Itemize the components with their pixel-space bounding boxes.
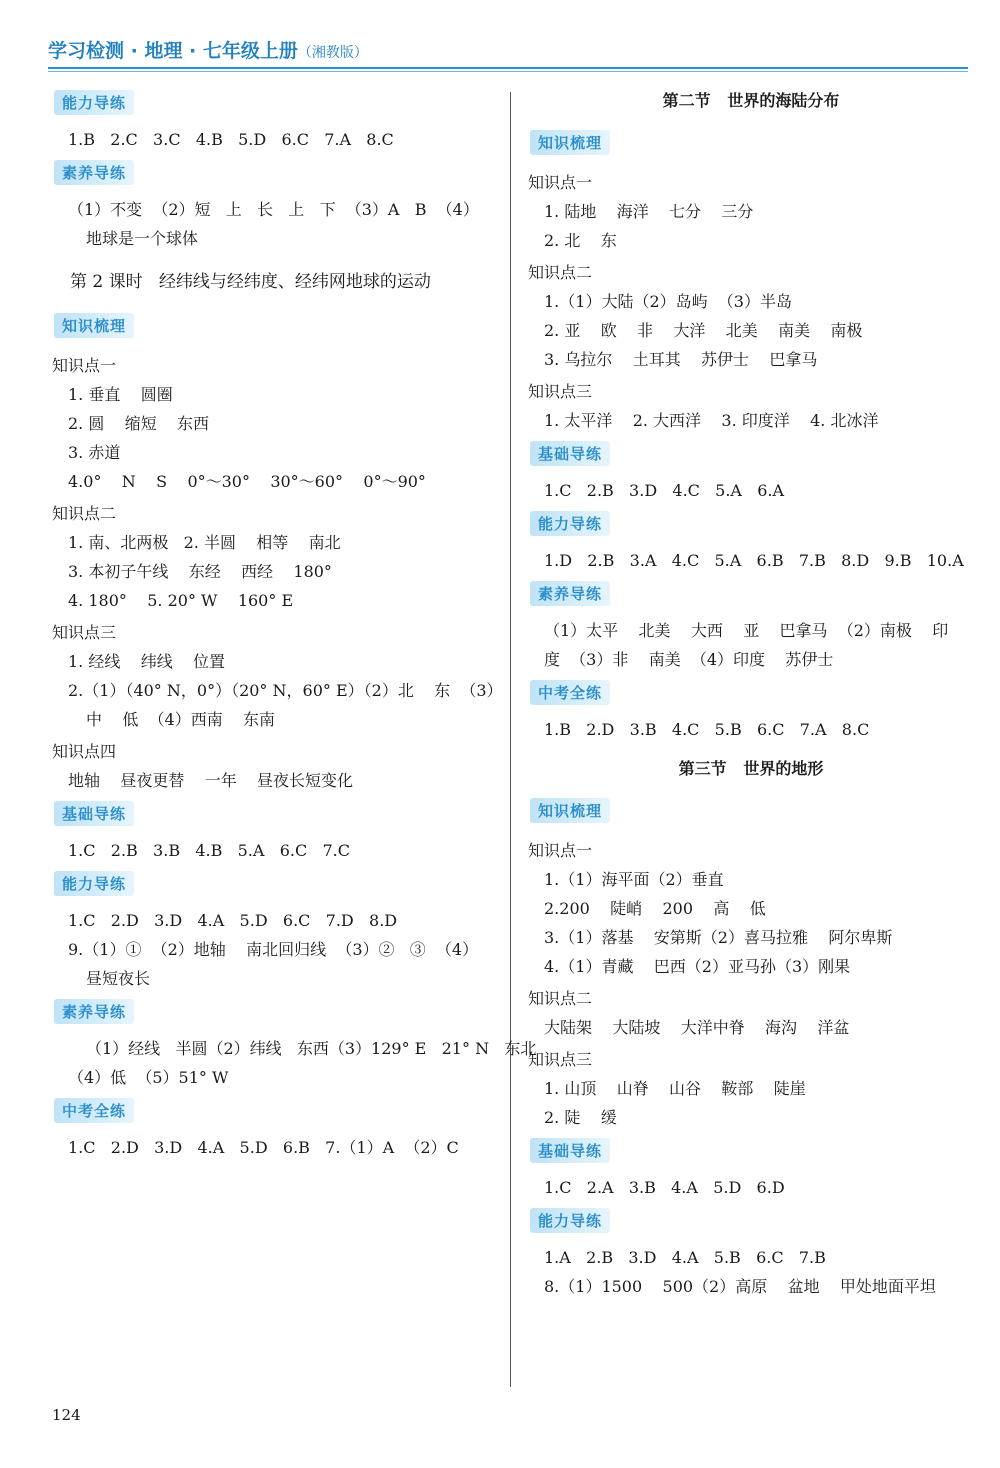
left-column [52,84,537,1162]
answer-line: 1.（1）海平面（2）垂直 [544,870,724,889]
answer-line: 1.A 2.B 3.D 4.A 5.B 6.C 7.B [544,1248,826,1267]
header-rule-thin [48,71,968,72]
answer-line: 2.（1）（40° N，0°）（20° N，60° E）（2）北 东 （3） [68,681,503,700]
section-tag: 素养导练 [54,999,134,1024]
answer-line: （1）不变 （2）短 上 长 上 下 （3）A B （4） [68,200,479,219]
section-tag: 素养导练 [530,581,610,606]
answer-line: 1.B 2.C 3.C 4.B 5.D 6.C 7.A 8.C [68,130,394,149]
section-tag: 知识梳理 [54,313,134,338]
section-tag: 知识梳理 [530,798,610,823]
answer-line: 4. 180° 5. 20° W 160° E [68,591,294,610]
knowledge-point-title: 知识点三 [528,382,593,401]
section-tag: 素养导练 [54,160,134,185]
answer-line: 1. 南、北两极 2. 半圆 相等 南北 [68,533,341,552]
section-tag: 中考全练 [54,1098,134,1123]
section-tag: 能力导练 [530,1208,610,1233]
answer-line: 1.D 2.B 3.A 4.C 5.A 6.B 7.B 8.D 9.B 10.A [544,551,964,570]
answer-line: 1.C 2.D 3.D 4.A 5.D 6.B 7.（1）A （2）C [68,1138,459,1157]
answer-line: 8.（1）1500 500（2）高原 盆地 甲处地面平坦 [544,1277,936,1296]
answer-line: 1.C 2.D 3.D 4.A 5.D 6.C 7.D 8.D [68,911,398,930]
answer-line: 4.（1）青藏 巴西（2）亚马孙（3）刚果 [544,957,851,976]
answer-line: 1.C 2.B 3.D 4.C 5.A 6.A [544,481,785,500]
answer-line: 昼短夜长 [86,969,151,988]
right-column [528,84,974,1301]
answer-line: （1）经线 半圆（2）纬线 东西（3）129° E 21° N 东北 [86,1039,537,1058]
answer-line: 1.C 2.B 3.B 4.B 5.A 6.C 7.C [68,841,350,860]
header-rule [48,67,968,69]
edition-label: （湘教版） [297,45,368,61]
section-tag: 基础导练 [530,1138,610,1163]
knowledge-point-title: 知识点一 [528,841,593,860]
section-tag: 能力导练 [530,511,610,536]
page-number: 124 [52,1406,81,1424]
section-heading: 第三节 世界的地形 [678,759,824,778]
answer-line: 1. 山顶 山脊 山谷 鞍部 陡崖 [544,1079,806,1098]
column-divider [510,92,511,1387]
answer-line: 1. 经线 纬线 位置 [68,652,226,671]
answer-line: 1. 垂直 圆圈 [68,385,173,404]
answer-line: （1）太平 北美 大西 亚 巴拿马 （2）南极 印 [544,621,949,640]
knowledge-point-title: 知识点三 [52,623,117,642]
answer-line: 中 低 （4）西南 东南 [86,710,276,729]
knowledge-point-title: 知识点三 [528,1050,593,1069]
answer-line: 9.（1）① （2）地轴 南北回归线 （3）② ③ （4） [68,940,479,959]
answer-line: 2. 北 东 [544,231,617,250]
knowledge-point-title: 知识点二 [528,989,593,1008]
knowledge-point-title: 知识点二 [52,504,117,523]
answer-line: 度 （3）非 南美 （4）印度 苏伊士 [544,650,834,669]
answer-line: 1.C 2.A 3.B 4.A 5.D 6.D [544,1178,785,1197]
answer-line: 2. 圆 缩短 东西 [68,414,210,433]
answer-line: 1. 陆地 海洋 七分 三分 [544,202,754,221]
answer-line: 3.（1）落基 安第斯（2）喜马拉雅 阿尔卑斯 [544,928,893,947]
answer-line: 地球是一个球体 [86,229,199,248]
knowledge-point-title: 知识点一 [52,356,117,375]
answer-line: 2.200 陡峭 200 高 低 [544,899,766,918]
answer-line: 2. 亚 欧 非 大洋 北美 南美 南极 [544,321,863,340]
answer-line: 2. 陡 缓 [544,1108,617,1127]
header-title [48,36,368,63]
book-title: 学习检测 · 地理 · 七年级上册 [48,40,298,62]
answer-line: 3. 乌拉尔 土耳其 苏伊士 巴拿马 [544,350,818,369]
section-tag: 基础导练 [54,801,134,826]
answer-line: 1.（1）大陆（2）岛屿 （3）半岛 [544,292,792,311]
section-tag: 中考全练 [530,680,610,705]
section-tag: 能力导练 [54,871,134,896]
answer-line: 地轴 昼夜更替 一年 昼夜长短变化 [68,771,354,790]
answer-line: 大陆架 大陆坡 大洋中脊 海沟 洋盆 [544,1018,850,1037]
answer-line: 3. 赤道 [68,443,121,462]
answer-line: 1.B 2.D 3.B 4.C 5.B 6.C 7.A 8.C [544,720,870,739]
knowledge-point-title: 知识点一 [528,173,593,192]
section-tag: 基础导练 [530,441,610,466]
section-tag: 知识梳理 [530,130,610,155]
section-tag: 能力导练 [54,90,134,115]
knowledge-point-title: 知识点四 [52,742,117,761]
lesson-title: 第 2 课时 经纬线与经纬度、经纬网地球的运动 [70,272,431,292]
answer-line: 4.0° N S 0°～30° 30°～60° 0°～90° [68,472,426,491]
answer-line: （4）低 （5）51° W [68,1068,229,1087]
answer-line: 1. 太平洋 2. 大西洋 3. 印度洋 4. 北冰洋 [544,411,879,430]
answer-line: 3. 本初子午线 东经 西经 180° [68,562,332,581]
knowledge-point-title: 知识点二 [528,263,593,282]
section-heading: 第二节 世界的海陆分布 [662,91,840,110]
